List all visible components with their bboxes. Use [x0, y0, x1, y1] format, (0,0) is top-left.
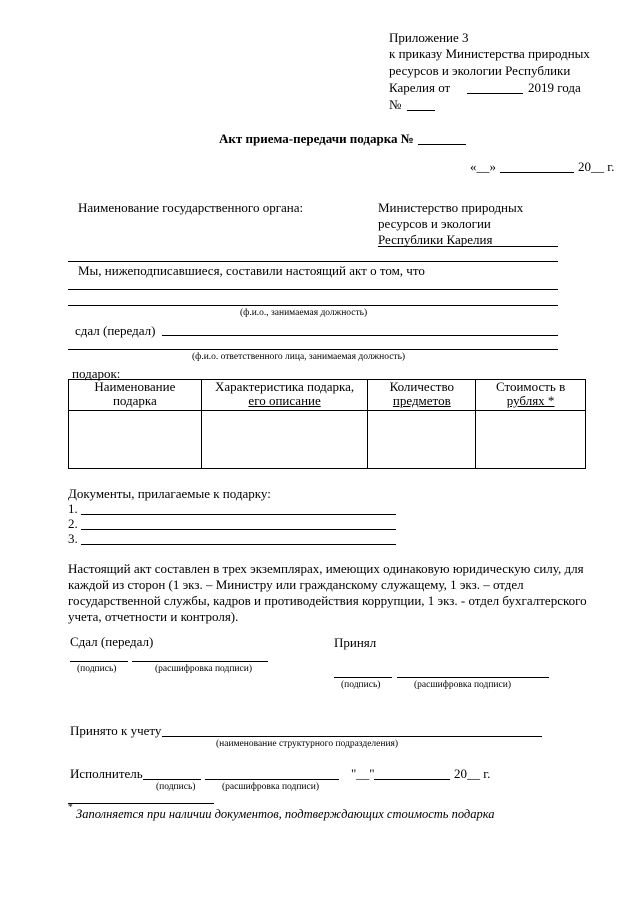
appendix-line-3: ресурсов и экологии Республики	[389, 63, 571, 78]
intro-fill-line-2[interactable]	[68, 305, 558, 306]
executor-date-month-line[interactable]	[374, 779, 450, 780]
handed-decode-line[interactable]	[132, 661, 268, 662]
org-name-line-3: Республики Карелия	[378, 232, 493, 247]
cell-cost[interactable]	[476, 411, 586, 469]
doc-item-2-number: 2.	[68, 516, 78, 531]
table-row	[69, 411, 586, 469]
handed-fill-line[interactable]	[162, 335, 558, 336]
handed-label: сдал (передал)	[75, 323, 156, 338]
accounting-caption: (наименование структурного подразделения)	[216, 739, 399, 749]
handed-decode-caption: (расшифровка подписи)	[155, 664, 252, 674]
cell-gift-description[interactable]	[201, 411, 368, 469]
received-decode-line[interactable]	[397, 677, 549, 678]
accounting-fill-line[interactable]	[162, 736, 542, 737]
handed-signature-caption: (подпись)	[77, 664, 117, 674]
doc-item-3-line[interactable]	[81, 544, 396, 545]
footnote-mark: *	[68, 803, 73, 813]
appendix-line-2: к приказу Министерства природных	[389, 46, 590, 61]
gift-label: подарок:	[72, 366, 121, 381]
accounting-label: Принято к учету	[70, 723, 162, 738]
order-date-blank[interactable]	[467, 93, 523, 94]
executor-label: Исполнитель	[70, 766, 143, 781]
handed-fill-line-2[interactable]	[68, 349, 558, 350]
received-decode-caption: (расшифровка подписи)	[414, 680, 511, 690]
docs-label: Документы, прилагаемые к подарку:	[68, 486, 271, 501]
handed-signature-line[interactable]	[70, 661, 128, 662]
date-month-blank[interactable]	[500, 172, 574, 173]
act-number-blank[interactable]	[418, 144, 466, 145]
org-label: Наименование государственного органа:	[78, 200, 304, 215]
intro-fill-line-1[interactable]	[68, 289, 558, 290]
received-signature-line[interactable]	[334, 677, 392, 678]
appendix-line-4a: Карелия от	[389, 80, 451, 95]
executor-decode-caption: (расшифровка подписи)	[222, 782, 319, 792]
copies-note-paragraph: Настоящий акт составлен в трех экземплярах, имеющих одинаковую юридическую силу, для каждой из сторон (1 экз. – Министру или гражданскому служащему, 1 экз. – отдел государственной службы, кадров и противодействия коррупции, 1 экз. - отдел бухгалтерского учета, отчетности и контроля).	[68, 561, 587, 624]
executor-decode-line[interactable]	[205, 779, 339, 780]
doc-item-1-line[interactable]	[81, 514, 396, 515]
sign-handed-label: Сдал (передал)	[70, 634, 154, 649]
cell-quantity[interactable]	[368, 411, 476, 469]
received-signature-caption: (подпись)	[341, 680, 381, 690]
date-day: «__»	[470, 159, 496, 174]
executor-date-year: 20__ г.	[454, 766, 491, 781]
executor-date-day: "__"	[351, 766, 375, 781]
sign-received-label: Принял	[334, 635, 377, 650]
header-gift-description: Характеристика подарка, его описание	[201, 380, 368, 411]
header-gift-name: Наименование подарка	[69, 380, 202, 411]
footnote-separator	[68, 803, 214, 804]
cell-gift-name[interactable]	[69, 411, 202, 469]
order-number-blank[interactable]	[407, 110, 435, 111]
doc-item-1-number: 1.	[68, 501, 78, 516]
org-name-line-2: ресурсов и экологии	[378, 216, 491, 231]
doc-item-3-number: 3.	[68, 531, 78, 546]
date-year: 20__ г.	[578, 159, 615, 174]
footnote-text: Заполняется при наличии документов, подтверждающих стоимость подарка	[76, 807, 495, 821]
appendix-number: Приложение 3	[389, 30, 469, 45]
header-cost: Стоимость в рублях *	[476, 380, 586, 411]
org-name-underline	[378, 246, 558, 247]
executor-signature-caption: (подпись)	[156, 782, 196, 792]
document-title: Акт приема-передачи подарка №	[219, 131, 414, 146]
intro-text: Мы, нижеподписавшиеся, составили настоящий акт о том, что	[78, 263, 425, 278]
org-name-line-1: Министерство природных	[378, 200, 524, 215]
caption-fio-position: (ф.и.о., занимаемая должность)	[240, 308, 368, 318]
doc-item-2-line[interactable]	[81, 529, 396, 530]
executor-signature-line[interactable]	[143, 779, 201, 780]
appendix-line-4b: 2019 года	[528, 80, 581, 95]
gifts-table	[68, 379, 586, 469]
org-separator-line	[68, 261, 558, 262]
table-header-row	[69, 380, 586, 411]
header-quantity: Количество предметов	[368, 380, 476, 411]
appendix-number-sign: №	[389, 97, 402, 112]
caption-responsible: (ф.и.о. ответственного лица, занимаемая должность)	[192, 352, 406, 362]
